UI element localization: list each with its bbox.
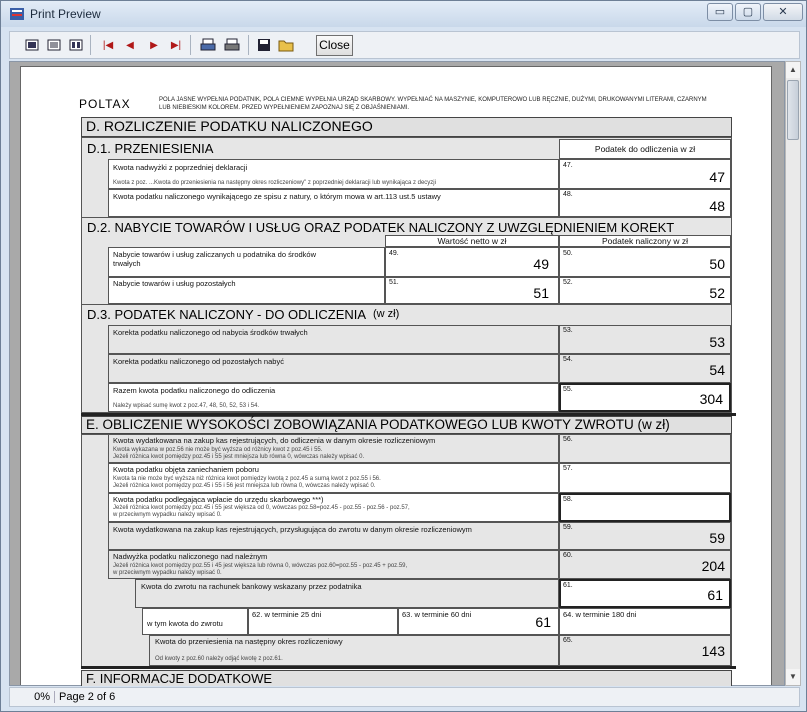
row-65-sub: Od kwoty z poz.60 należy odjąć kwotę z poz.61. [155, 656, 283, 662]
separator [190, 35, 191, 55]
field-60-number: 60. [563, 552, 573, 559]
row-65-label: Kwota do przeniesienia na następny okres rozliczeniowy [155, 637, 343, 646]
field-58-number: 58. [563, 496, 573, 503]
section-divider-2 [81, 666, 736, 669]
field-49-number: 49. [389, 250, 399, 257]
print-setup-icon[interactable] [198, 36, 218, 54]
separator [90, 35, 91, 55]
section-d3-unit: (w zł) [373, 308, 400, 320]
field-54-value: 54 [709, 362, 725, 378]
status-bar [9, 687, 800, 707]
field-48-number: 48. [563, 191, 573, 198]
field-62-label: 62. w terminie 25 dni [252, 610, 322, 619]
row-49-label: Nabycie towarów i usług zaliczanych u podatnika do środków [113, 250, 317, 259]
page-indicator: Page 2 of 6 [54, 691, 115, 703]
field-59-value: 59 [709, 530, 725, 546]
row-60-label: Nadwyżka podatku naliczonego nad należnym [113, 552, 268, 561]
row-48-label: Kwota podatku naliczonego wynikającego ze spisu z natury, o którym mowa w art.113 ust.5 ustawy [113, 192, 441, 201]
row-49-label-2: trwałych [113, 259, 141, 268]
minimize-button[interactable]: ▭ [707, 3, 733, 21]
field-56-number: 56. [563, 436, 573, 443]
zoom-level: 0% [34, 691, 50, 703]
row-58-sub: Jeżeli różnica kwot pomiędzy poz.45 i 55 jest większa od 0, wówczas poz.58=poz.45 - poz.55 - poz.56 - poz.57, [113, 505, 410, 511]
field-63-label: 63. w terminie 60 dni [402, 610, 472, 619]
field-55-number: 55. [563, 386, 573, 393]
field-47-value: 47 [709, 169, 725, 185]
poltax-logo: POLTAX [79, 97, 131, 111]
row-56-sub-2: Jeżeli różnica kwot pomiędzy poz.45 i 55 jest mniejsza lub równa 0, wówczas należy wpisać 0. [113, 454, 365, 460]
row-60-sub: Jeżeli różnica kwot pomiędzy poz.55 i 45 jest większa lub równa 0, wówczas poz.60=poz.55 - poz.45 + poz.59, [113, 563, 408, 569]
field-53-value: 53 [709, 334, 725, 350]
field-51-value: 51 [533, 285, 549, 301]
field-50-number: 50. [563, 250, 573, 257]
row-57-sub-2: Jeżeli różnica kwot pomiędzy poz.45 i 55 i 56 jest mniejsza lub równa 0, wówczas należy wpisać 0. [113, 483, 376, 489]
row-53-label: Korekta podatku naliczonego od nabycia środków trwałych [113, 328, 308, 337]
form-note: POLA JASNE WYPEŁNIA PODATNIK, POLA CIEMNE WYPEŁNIA URZĄD SKARBOWY. WYPEŁNIAĆ NA MASZYNIE, KOMPUTEROWO LUB RĘCZNIE, DUŻYMI, DRUKOWANYMI LITERAMI, CZARNYM LUB NIEBIESKIM KOLOREM. PRZED WYPEŁNIENIEM ZAPOZNAJ SIĘ Z OBJAŚNIENIAMI. [159, 97, 707, 111]
field-57-number: 57. [563, 465, 573, 472]
row-51-label: Nabycie towarów i usług pozostałych [113, 279, 236, 288]
save-icon[interactable] [254, 36, 274, 54]
field-64-label: 64. w terminie 180 dni [563, 610, 637, 619]
field-61-number: 61. [563, 582, 573, 589]
section-e-header: E. OBLICZENIE WYSOKOŚCI ZOBOWIĄZANIA PODATKOWEGO LUB KWOTY ZWROTU (w zł) [81, 416, 732, 434]
last-page-icon[interactable]: ▶| [170, 39, 182, 51]
field-59-number: 59. [563, 524, 573, 531]
section-d2-title: D.2. NABYCIE TOWARÓW I USŁUG ORAZ PODATEK NALICZONY Z UWZGLĘDNIENIEM KOREKT [87, 220, 675, 235]
field-56[interactable] [559, 434, 731, 463]
window-title: Print Preview [30, 7, 101, 21]
row-47-sub: Kwota z poz. ...Kwota do przeniesienia na następny okres rozliczeniowy" z poprzedniej deklaracji lub wynikająca z decyzji [113, 180, 436, 186]
scroll-down-icon[interactable]: ▼ [786, 669, 800, 685]
field-52-number: 52. [563, 279, 573, 286]
row-58-label: Kwota podatku podlegająca wpłacie do urzędu skarbowego ***) [113, 495, 324, 504]
field-65-value: 143 [701, 643, 725, 659]
section-f-header: F. INFORMACJE DODATKOWE [81, 670, 732, 686]
row-57-sub: Kwota ta nie może być wyższa niż różnica kwot pomiędzy kwotą z poz.45 a sumą kwot z poz.55 i 56. [113, 476, 381, 482]
row-60-sub-2: w przeciwnym wypadku należy wpisać 0. [113, 570, 222, 576]
field-54-number: 54. [563, 356, 573, 363]
section-d-header: D. ROZLICZENIE PODATKU NALICZONEGO [81, 117, 732, 137]
row-56-sub: Kwota wykazana w poz.56 nie może być wyższa od różnicy kwot z poz.45 i 55. [113, 447, 323, 453]
field-55-value: 304 [699, 391, 723, 407]
field-51-number: 51. [389, 279, 399, 286]
col-net-header: Wartość netto w zł [437, 236, 507, 246]
field-49-value: 49 [533, 256, 549, 272]
row-55-label: Razem kwota podatku naliczonego do odliczenia [113, 386, 276, 395]
field-52-value: 52 [709, 285, 725, 301]
field-57[interactable] [559, 463, 731, 493]
field-61-value: 61 [707, 587, 723, 603]
field-63-value: 61 [535, 614, 551, 630]
toolbar [9, 31, 800, 59]
row-59-label: Kwota wydatkowana na zakup kas rejestrujących, przysługująca do zwrotu w danym okresie rozliczeniowym [113, 525, 472, 534]
vertical-scrollbar[interactable] [785, 61, 801, 686]
col-tax-header: Podatek do odliczenia w zł [594, 144, 696, 154]
row-55-sub: Należy wpisać sumę kwot z poz.47, 48, 50, 52, 53 i 54. [113, 403, 260, 409]
maximize-button[interactable]: ▢ [735, 3, 761, 21]
open-folder-icon[interactable] [276, 36, 296, 54]
separator [248, 35, 249, 55]
row-61-label: Kwota do zwrotu na rachunek bankowy wskazany przez podatnika [141, 582, 362, 591]
app-icon [9, 7, 25, 21]
field-65-number: 65. [563, 637, 573, 644]
field-48-value: 48 [709, 198, 725, 214]
prev-page-icon[interactable]: ◀ [126, 39, 134, 51]
field-47-number: 47. [563, 162, 573, 169]
row-56-label: Kwota wydatkowana na zakup kas rejestrujących, do odliczenia w danym okresie rozliczeniowym [113, 436, 436, 445]
field-58[interactable] [559, 493, 731, 522]
field-53-number: 53. [563, 327, 573, 334]
section-d3-title: D.3. PODATEK NALICZONY - DO ODLICZENIA [87, 307, 367, 322]
page-width-icon[interactable] [44, 36, 64, 54]
next-page-icon[interactable]: ▶ [150, 39, 158, 51]
col-tax2-header: Podatek naliczony w zł [602, 236, 688, 246]
scroll-thumb[interactable] [787, 80, 799, 140]
first-page-icon[interactable]: |◀ [102, 39, 114, 51]
row-54-label: Korekta podatku naliczonego od pozostałych nabyć [113, 357, 284, 366]
close-button[interactable]: Close [316, 35, 353, 56]
row-47-label: Kwota nadwyżki z poprzedniej deklaracji [113, 163, 248, 172]
title-bar [1, 1, 806, 27]
window-close-button[interactable]: ✕ [763, 3, 803, 21]
in-total-label: w tym kwota do zwrotu [147, 619, 223, 628]
row-57-label: Kwota podatku objęta zaniechaniem poboru [113, 465, 259, 474]
multi-page-icon[interactable] [66, 36, 86, 54]
section-d1-title: D.1. PRZENIESIENIA [87, 141, 214, 156]
scroll-up-icon[interactable]: ▲ [786, 62, 800, 78]
one-page-icon[interactable] [22, 36, 42, 54]
field-50-value: 50 [709, 256, 725, 272]
field-60-value: 204 [701, 558, 725, 574]
print-icon[interactable] [222, 36, 242, 54]
row-58-sub-2: w przeciwnym wypadku należy wpisać 0. [113, 512, 222, 518]
